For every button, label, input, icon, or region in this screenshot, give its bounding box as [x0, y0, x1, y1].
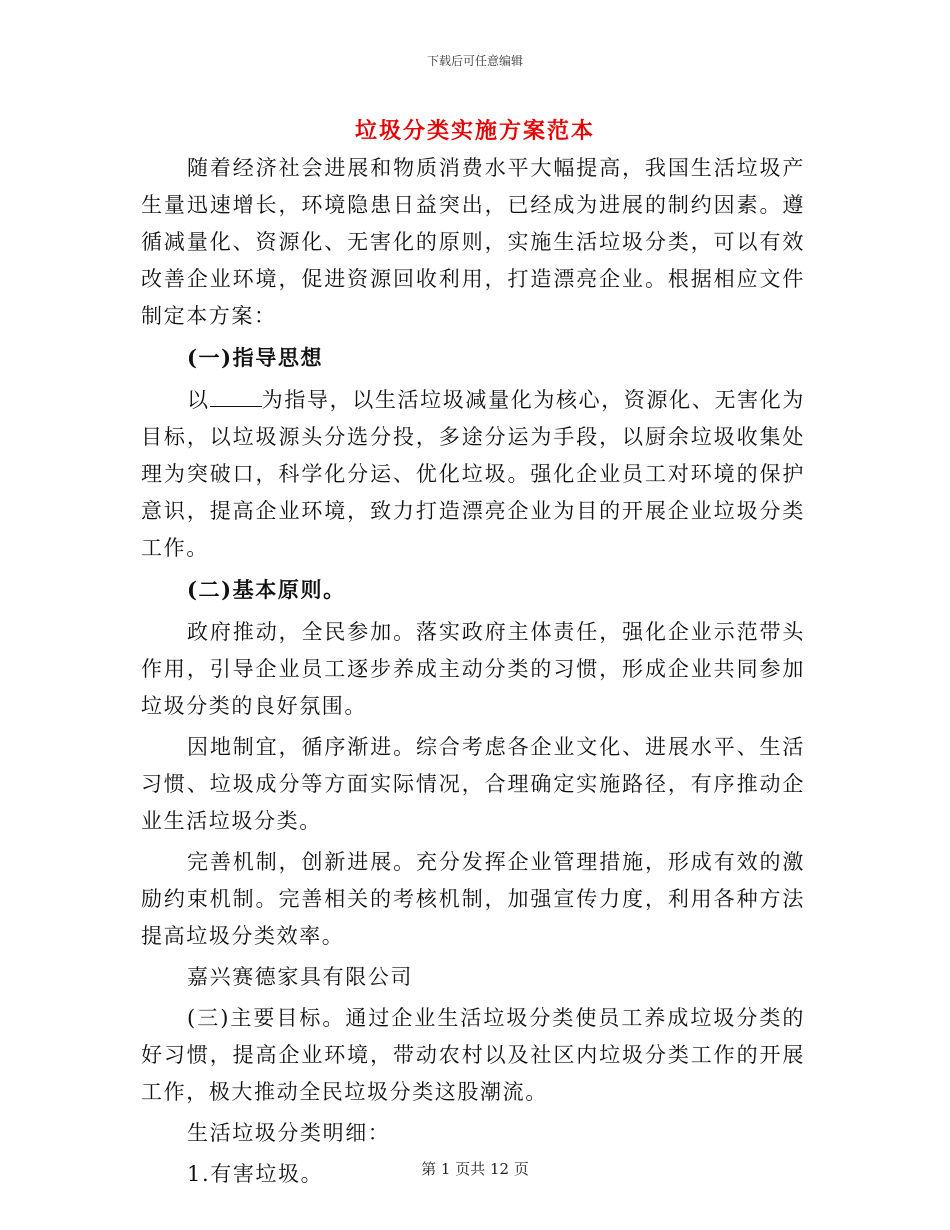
company-name: 嘉兴赛德家具有限公司: [187, 965, 413, 989]
document-body: [141, 150, 805, 1197]
guiding-thought-text: 为指导，以生活垃圾减量化为核心，资源化、无害化为目标，以垃圾源头分选分投，多途分运为手段，以厨余垃圾收集处理为突破口，科学化分运、优化垃圾。强化企业员工对环境的保护意识，提高企业环境，致力打造漂亮企业为目的开展企业垃圾分类工作。: [141, 388, 805, 560]
fill-in-blank: [210, 386, 262, 407]
guiding-thought-paragraph: [141, 382, 805, 567]
header-note: 下载后可任意编辑: [426, 54, 523, 68]
list-item-hazardous-waste: 1.有害垃圾。: [187, 1162, 324, 1186]
document-title: 垃圾分类实施方案范本: [354, 118, 595, 144]
page-number: 第 1 页共 12 页: [421, 1160, 529, 1178]
principle-paragraph: 因地制宜，循序渐进。综合考虑各企业文化、进展水平、生活习惯、垃圾成分等方面实际情况，合理确定实施路径，有序推动企业生活垃圾分类。: [141, 735, 805, 833]
section-heading-guiding-thought: (一)指导思想: [187, 345, 324, 370]
main-goals-paragraph: (三)主要目标。通过企业生活垃圾分类使员工养成垃圾分类的好习惯，提高企业环境，带动农村以及社区内垃圾分类工作的开展工作，极大推动全民垃圾分类这股潮流。: [141, 1006, 805, 1104]
principle-paragraph: 政府推动，全民参加。落实政府主体责任，强化企业示范带头作用，引导企业员工逐步养成主动分类的习惯，形成企业共同参加垃圾分类的良好氛围。: [141, 620, 805, 718]
classification-detail-label: 生活垃圾分类明细：: [187, 1121, 391, 1145]
section-heading-basic-principles: (二)基本原则。: [187, 577, 346, 602]
guiding-thought-prefix: 以: [187, 388, 210, 412]
principle-paragraph: 完善机制，创新进展。充分发挥企业管理措施，形成有效的激励约束机制。完善相关的考核机制，加强宣传力度，利用各种方法提高垃圾分类效率。: [141, 850, 805, 948]
intro-paragraph: 随着经济社会进展和物质消费水平大幅提高，我国生活垃圾产生量迅速增长，环境隐患日益突出，已经成为进展的制约因素。遵循减量化、资源化、无害化的原则，实施生活垃圾分类，可以有效改善企业环境，促进资源回收利用，打造漂亮企业。根据相应文件制定本方案：: [141, 156, 805, 328]
